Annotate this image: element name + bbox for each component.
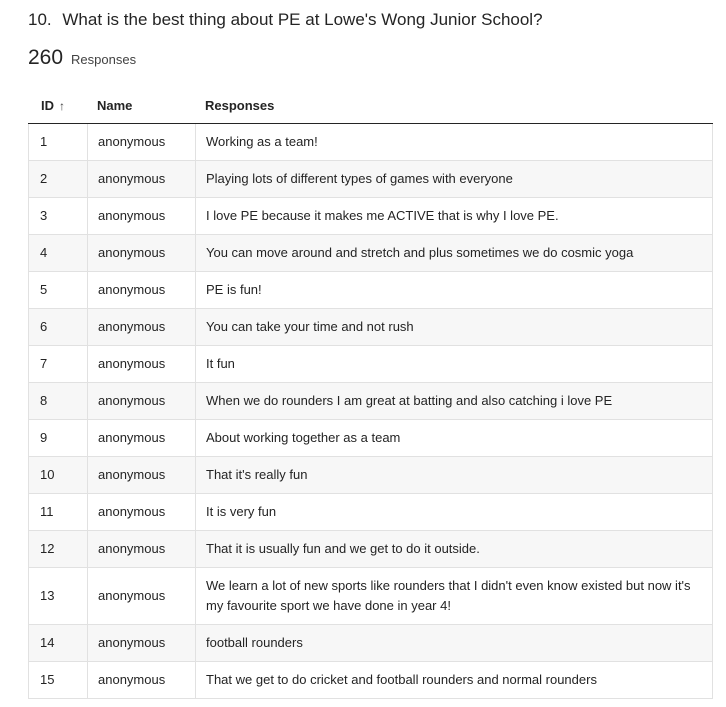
cell-response: That it's really fun (195, 457, 713, 493)
response-count: 260 (28, 46, 64, 69)
table-row[interactable] (28, 420, 713, 457)
cell-id: 13 (28, 568, 87, 624)
cell-response: Playing lots of different types of games with everyone (195, 161, 713, 197)
table-row[interactable] (28, 198, 713, 235)
table-row[interactable] (28, 457, 713, 494)
cell-name: anonymous (87, 161, 195, 197)
table-row[interactable] (28, 309, 713, 346)
cell-id: 12 (28, 531, 87, 567)
cell-id: 4 (28, 235, 87, 271)
cell-response: You can move around and stretch and plus sometimes we do cosmic yoga (195, 235, 713, 271)
responses-table (28, 87, 713, 699)
cell-name: anonymous (87, 124, 195, 160)
cell-response: That we get to do cricket and football rounders and normal rounders (195, 662, 713, 698)
table-row[interactable] (28, 346, 713, 383)
cell-id: 5 (28, 272, 87, 308)
cell-id: 2 (28, 161, 87, 197)
cell-name: anonymous (87, 235, 195, 271)
column-header-responses-label: Responses (205, 97, 275, 113)
cell-name: anonymous (87, 662, 195, 698)
cell-response: It fun (195, 346, 713, 382)
cell-id: 8 (28, 383, 87, 419)
cell-name: anonymous (87, 272, 195, 308)
column-header-id[interactable] (28, 98, 87, 113)
table-row[interactable] (28, 662, 713, 699)
cell-response: That it is usually fun and we get to do it outside. (195, 531, 713, 567)
cell-id: 1 (28, 124, 87, 160)
cell-name: anonymous (87, 198, 195, 234)
cell-name: anonymous (87, 531, 195, 567)
table-row[interactable] (28, 235, 713, 272)
cell-name: anonymous (87, 494, 195, 530)
cell-response: PE is fun! (195, 272, 713, 308)
table-row[interactable] (28, 161, 713, 198)
table-row[interactable] (28, 383, 713, 420)
cell-response: When we do rounders I am great at batting and also catching i love PE (195, 383, 713, 419)
cell-name: anonymous (87, 346, 195, 382)
cell-name: anonymous (87, 383, 195, 419)
response-count-label: Responses (71, 52, 137, 67)
table-header (28, 87, 713, 124)
cell-response: Working as a team! (195, 124, 713, 160)
cell-response: You can take your time and not rush (195, 309, 713, 345)
cell-response: We learn a lot of new sports like rounders that I didn't even know existed but now it's my favourite sport we have done in year 4! (195, 568, 713, 624)
cell-name: anonymous (87, 457, 195, 493)
column-header-name[interactable] (87, 98, 195, 113)
cell-name: anonymous (87, 420, 195, 456)
question-title (28, 8, 543, 32)
sort-ascending-icon[interactable]: ↑ (59, 98, 65, 113)
table-row[interactable] (28, 625, 713, 662)
question-text: What is the best thing about PE at Lowe's Wong Junior School? (62, 10, 543, 29)
cell-id: 7 (28, 346, 87, 382)
cell-response: It is very fun (195, 494, 713, 530)
cell-name: anonymous (87, 309, 195, 345)
table-row[interactable] (28, 568, 713, 625)
table-row[interactable] (28, 531, 713, 568)
cell-name: anonymous (87, 625, 195, 661)
cell-id: 6 (28, 309, 87, 345)
cell-response: I love PE because it makes me ACTIVE that is why I love PE. (195, 198, 713, 234)
column-header-name-label: Name (97, 97, 133, 113)
cell-response: football rounders (195, 625, 713, 661)
table-body (28, 124, 713, 699)
cell-id: 11 (28, 494, 87, 530)
column-header-id-label: ID (41, 97, 54, 113)
cell-id: 14 (28, 625, 87, 661)
cell-id: 15 (28, 662, 87, 698)
question-number: 10. (28, 10, 52, 29)
cell-id: 9 (28, 420, 87, 456)
cell-id: 10 (28, 457, 87, 493)
column-header-responses[interactable] (195, 98, 713, 113)
cell-id: 3 (28, 198, 87, 234)
table-row[interactable] (28, 272, 713, 309)
cell-name: anonymous (87, 568, 195, 624)
response-summary (28, 46, 136, 70)
table-row[interactable] (28, 124, 713, 161)
cell-response: About working together as a team (195, 420, 713, 456)
table-row[interactable] (28, 494, 713, 531)
